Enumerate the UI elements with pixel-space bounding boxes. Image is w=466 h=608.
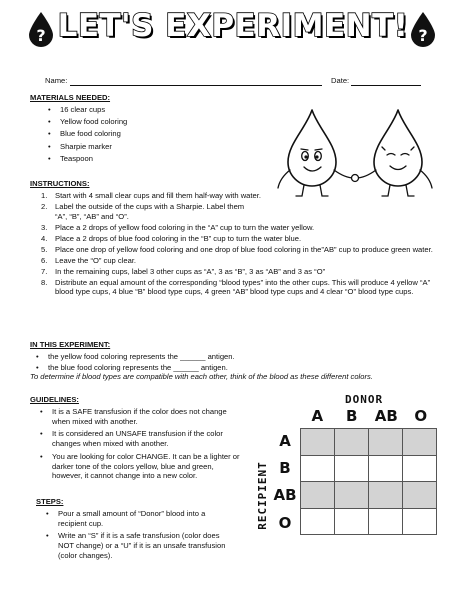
list-item: 1. Start with 4 small clear cups and fill them half-way with water. xyxy=(41,191,261,200)
table-row xyxy=(301,429,437,456)
materials-list xyxy=(42,104,242,165)
materials-heading: MATERIALS NEEDED: xyxy=(30,93,111,102)
table-cell[interactable] xyxy=(301,508,335,535)
date-label: Date: xyxy=(331,76,350,85)
list-item: 4. Place a 2 drops of blue food coloring in the “B” cup to turn the water blue. xyxy=(41,233,302,243)
name-field[interactable] xyxy=(45,76,322,86)
list-item: 8. Distribute an equal amount of the corresponding “blood types” into the other cups. This will produce 4 yellow “A” blood type cups, 4 blue “B” blood type cups, 4 green “AB” blood type cups and 4 clear “O” blood type cups. xyxy=(41,277,431,297)
list-item: 3. Place a 2 drops of yellow food coloring in the “A” cup to turn the water yellow. xyxy=(41,222,315,232)
svg-text:?: ? xyxy=(36,26,46,45)
list-item: 5. Place one drop of yellow food coloring and one drop of blue food coloring in the”AB” cup to produce green water. xyxy=(41,244,433,254)
table-cell[interactable] xyxy=(335,482,369,509)
recipient-row-headers xyxy=(271,428,299,537)
compatibility-table xyxy=(300,428,437,535)
date-field[interactable] xyxy=(331,76,421,86)
list-item: 2. Label the outside of the cups with a Sharpie. Label them “A”, “B”, “AB” and “O”. xyxy=(41,202,245,221)
table-cell[interactable] xyxy=(369,429,403,456)
experiment-heading: IN THIS EXPERIMENT: xyxy=(30,340,111,349)
list-item: • You are looking for color CHANGE. It can be a lighter or darker tone of the colors yellow, blue and green, however, it cannot change into a new color. xyxy=(40,451,240,481)
date-line[interactable] xyxy=(351,77,421,86)
table-row xyxy=(301,508,437,535)
experiment-note: To determine if blood types are compatible with each other, think of the blood as these different colors. xyxy=(30,372,373,382)
table-cell[interactable] xyxy=(301,455,335,482)
list-item: • the yellow food coloring represents the ______ antigen. xyxy=(36,352,235,361)
page-title: LET'S EXPERIMENT! xyxy=(57,8,409,44)
list-item: 7. In the remaining cups, label 3 other cups as “A”, 3 as “B”, 3 as “AB” and 3 as “O” xyxy=(41,266,326,276)
experiment-section xyxy=(30,352,444,382)
donor-column-headers xyxy=(300,407,440,425)
guidelines-list xyxy=(34,407,240,481)
table-cell[interactable] xyxy=(335,429,369,456)
row-header: A xyxy=(279,432,291,450)
table-cell[interactable] xyxy=(403,455,437,482)
guidelines-heading: GUIDELINES: xyxy=(30,395,79,404)
column-header: B xyxy=(346,407,358,425)
list-item: • It is a SAFE transfusion if the color does not change when mixed with another. xyxy=(40,407,227,426)
list-item: • Write an “S” if it is a safe transfusion (color does NOT change) or a “U” if it is an unsafe transfusion (color changes). xyxy=(46,531,226,560)
table-cell[interactable] xyxy=(335,508,369,535)
table-cell[interactable] xyxy=(403,508,437,535)
name-label: Name: xyxy=(45,76,68,85)
table-cell[interactable] xyxy=(369,482,403,509)
column-header: A xyxy=(311,407,324,425)
table-row xyxy=(301,482,437,509)
row-header: AB xyxy=(273,486,297,505)
list-item: • 16 clear cups xyxy=(42,104,242,116)
recipient-label: RECIPIENT xyxy=(255,460,269,530)
list-item: • Blue food coloring xyxy=(42,128,242,140)
name-line[interactable] xyxy=(70,77,322,86)
list-item: • the blue food coloring represents the ______ antigen. xyxy=(36,362,228,372)
donor-label: DONOR xyxy=(345,393,384,406)
steps-list xyxy=(40,509,236,561)
table-cell[interactable] xyxy=(301,482,335,509)
column-header: AB xyxy=(374,407,398,425)
list-item: • Sharpie marker xyxy=(42,141,242,153)
table-cell[interactable] xyxy=(335,455,369,482)
table-cell[interactable] xyxy=(403,429,437,456)
instructions-list xyxy=(30,191,444,298)
column-header: O xyxy=(414,407,428,425)
question-drop-icon-right xyxy=(408,11,438,47)
table-cell[interactable] xyxy=(369,508,403,535)
table-cell[interactable] xyxy=(369,455,403,482)
svg-text:?: ? xyxy=(418,26,428,45)
list-item: • It is considered an UNSAFE transfusion if the color changes when mixed with another. xyxy=(40,429,223,449)
table-cell[interactable] xyxy=(301,429,335,456)
row-header: B xyxy=(279,459,291,478)
list-item: 6. Leave the “O” cup clear. xyxy=(41,255,137,265)
steps-heading: STEPS: xyxy=(36,497,64,506)
instructions-heading: INSTRUCTIONS: xyxy=(30,179,90,188)
list-item: • Yellow food coloring xyxy=(42,116,242,128)
table-cell[interactable] xyxy=(403,482,437,509)
row-header: O xyxy=(278,513,292,532)
list-item: • Teaspoon xyxy=(42,153,242,165)
table-row xyxy=(301,455,437,482)
blood-drop-couple-illustration xyxy=(270,106,442,198)
list-item: • Pour a small amount of “Donor” blood into a recipient cup. xyxy=(46,509,206,528)
recipient-label-wrap xyxy=(254,445,270,545)
